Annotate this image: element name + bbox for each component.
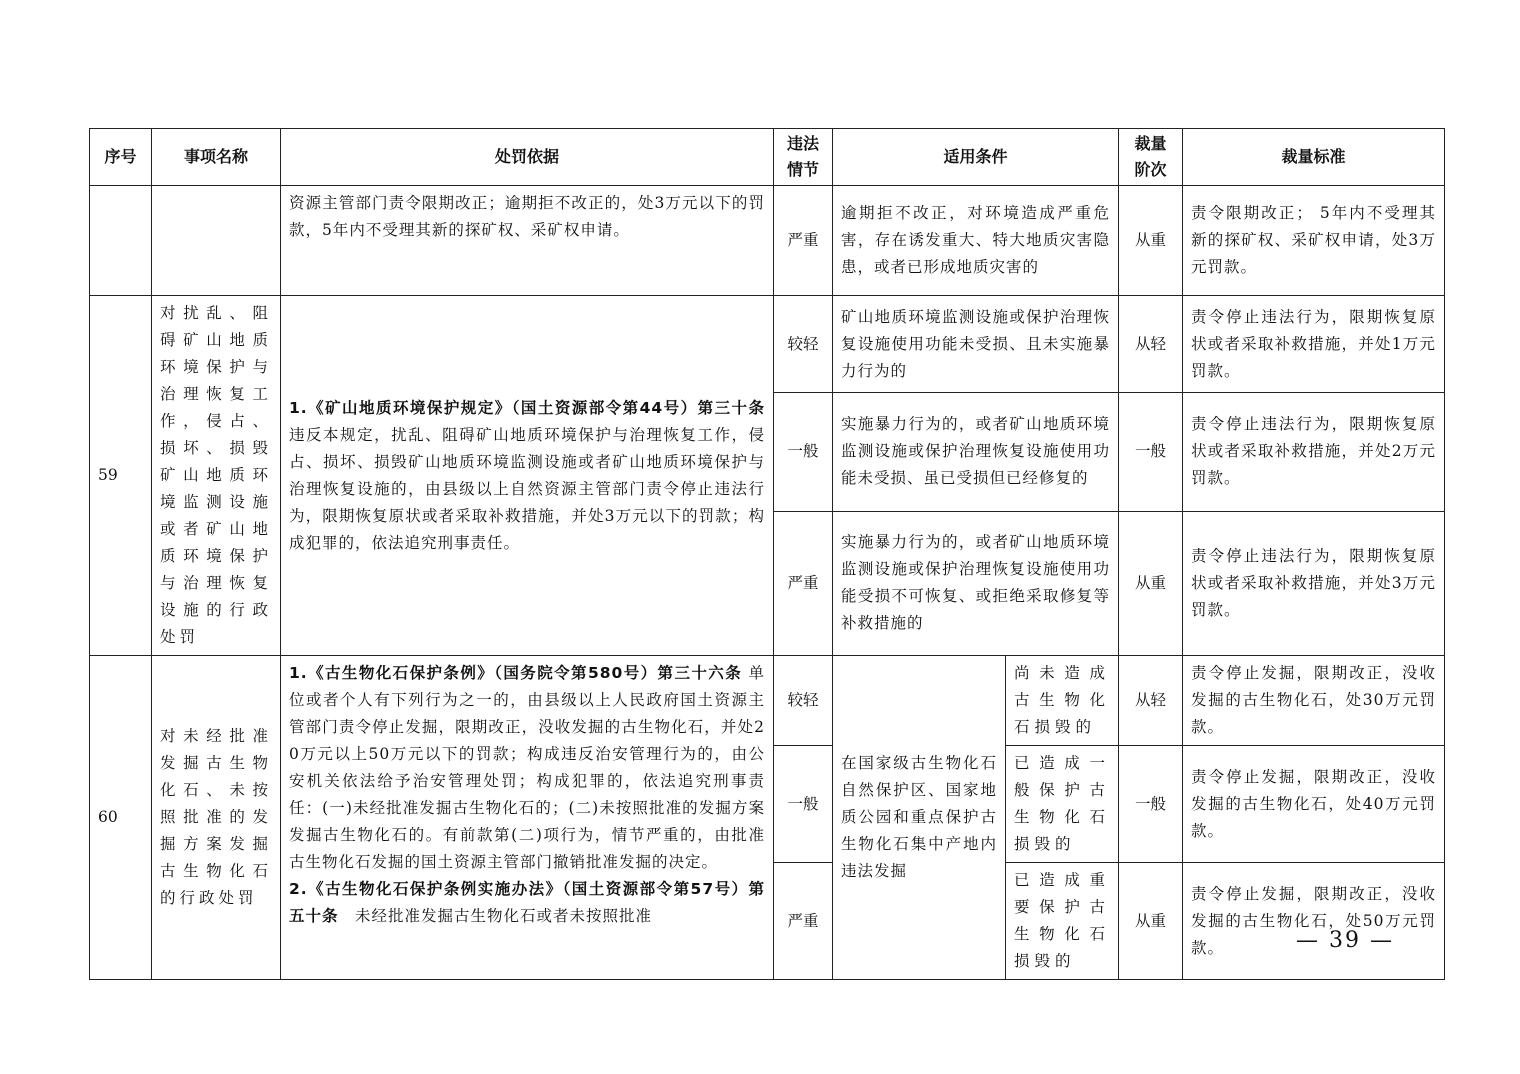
page-number: — 39 — [1296,928,1394,953]
r60-cond-3: 已造成重要保护古生物化石损毁的 [1006,863,1119,980]
cont-cond: 逾期拒不改正，对环境造成严重危害，存在诱发重大、特大地质灾害隐患，或者已形成地质灾害的 [833,186,1119,296]
r60-standard-2: 责令停止发掘，限期改正，没收发掘的古生物化石，处40万元罚款。 [1183,746,1445,863]
r59-item: 对扰乱、阻碍矿山地质环境保护与治理恢复工作，侵占、损坏、损毁矿山地质环境监测设施或者矿山地质环境保护与治理恢复设施的行政处罚 [152,296,281,656]
r60-circ-2: 一般 [774,746,833,863]
r59-level-3: 从重 [1119,511,1183,655]
r59-cond-1: 矿山地质环境监测设施或保护治理恢复设施使用功能未受损、且未实施暴力行为的 [833,296,1119,393]
r60-level-2: 一般 [1119,746,1183,863]
cont-level: 从重 [1119,186,1183,296]
header-seq: 序号 [90,129,152,186]
r59-cond-2: 实施暴力行为的，或者矿山地质环境监测设施或保护治理恢复设施使用功能未受损、虽已受损但已经修复的 [833,393,1119,512]
cont-seq [90,186,152,296]
r60-circ-1: 较轻 [774,656,833,746]
header-level: 裁量阶次 [1119,129,1183,186]
header-basis: 处罚依据 [281,129,774,186]
table-row [90,656,1445,746]
r60-basis2-text: 未经批准发掘古生物化石或者未按照批准 [338,907,653,925]
r60-circ-3: 严重 [774,863,833,980]
penalty-table [89,128,1445,980]
r60-cond-common: 在国家级古生物化石自然保护区、国家地质公园和重点保护古生物化石集中产地内违法发掘 [833,656,1006,980]
r60-standard-1: 责令停止发掘，限期改正，没收发掘的古生物化石，处30万元罚款。 [1183,656,1445,746]
r59-cond-3: 实施暴力行为的，或者矿山地质环境监测设施或保护治理恢复设施使用功能受损不可恢复、或拒绝采取修复等补救措施的 [833,511,1119,655]
r59-basis-title: 1.《矿山地质环境保护规定》（国土资源部令第44号）第三十条 [289,398,765,417]
cont-circ: 严重 [774,186,833,296]
header-standard: 裁量标准 [1183,129,1445,186]
r60-cond-2: 已造成一般保护古生物化石损毁的 [1006,746,1119,863]
r59-circ-2: 一般 [774,393,833,512]
r60-cond-1: 尚未造成古生物化石损毁的 [1006,656,1119,746]
r60-level-1: 从轻 [1119,656,1183,746]
r60-standard-3: 责令停止发掘，限期改正，没收发掘的古生物化石，处50万元罚款。 [1183,863,1445,980]
r59-circ-1: 较轻 [774,296,833,393]
r60-basis2-title: 2.《古生物化石保护条例实施办法》（国土资源部令第57号）第五十条 [289,880,765,925]
table-row [90,186,1445,296]
r59-level-1: 从轻 [1119,296,1183,393]
r60-item: 对未经批准发掘古生物化石、未按照批准的发掘方案发掘古生物化石的行政处罚 [152,656,281,980]
r59-standard-3: 责令停止违法行为，限期恢复原状或者采取补救措施，并处3万元罚款。 [1183,511,1445,655]
r59-basis-text: 违反本规定，扰乱、阻碍矿山地质环境保护与治理恢复工作，侵占、损坏、损毁矿山地质环境监测设施或者矿山地质环境保护与治理恢复设施的，由县级以上自然资源主管部门责令停止违法行为，限期恢复原状或者采取补救措施，并处3万元以下的罚款；构成犯罪的，依法追究刑事责任。 [289,425,765,552]
cont-basis: 资源主管部门责令限期改正；逾期拒不改正的，处3万元以下的罚款，5年内不受理其新的探矿权、采矿权申请。 [281,186,774,296]
r60-level-3: 从重 [1119,863,1183,980]
r59-seq: 59 [90,296,152,656]
header-item: 事项名称 [152,129,281,186]
r59-standard-1: 责令停止违法行为，限期恢复原状或者采取补救措施，并处1万元罚款。 [1183,296,1445,393]
r59-basis [281,296,774,656]
r60-basis1-title: 1.《古生物化石保护条例》（国务院令第580号）第三十六条 [289,664,743,682]
header-cond: 适用条件 [833,129,1119,186]
r60-basis1-text: 单位或者个人有下列行为之一的，由县级以上人民政府国土资源主管部门责令停止发掘，限期改正，没收发掘的古生物化石，并处20万元以上50万元以下的罚款；构成违反治安管理行为的，由公安机关依法给予治安管理处罚；构成犯罪的，依法追究刑事责任：(一)未经批准发掘古生物化石的；(二)未按照批准的发掘方案发掘古生物化石的。有前款第(二)项行为，情节严重的，由批准古生物化石发掘的国土资源主管部门撤销批准发掘的决定。 [289,664,766,871]
r59-standard-2: 责令停止违法行为，限期恢复原状或者采取补救措施，并处2万元罚款。 [1183,393,1445,512]
r60-basis [281,656,774,980]
r59-level-2: 一般 [1119,393,1183,512]
header-row [90,129,1445,186]
r59-circ-3: 严重 [774,511,833,655]
cont-item [152,186,281,296]
table-row [90,296,1445,393]
r60-seq: 60 [90,656,152,980]
cont-standard: 责令限期改正； 5年内不受理其新的探矿权、采矿权申请，处3万元罚款。 [1183,186,1445,296]
header-circ: 违法情节 [774,129,833,186]
